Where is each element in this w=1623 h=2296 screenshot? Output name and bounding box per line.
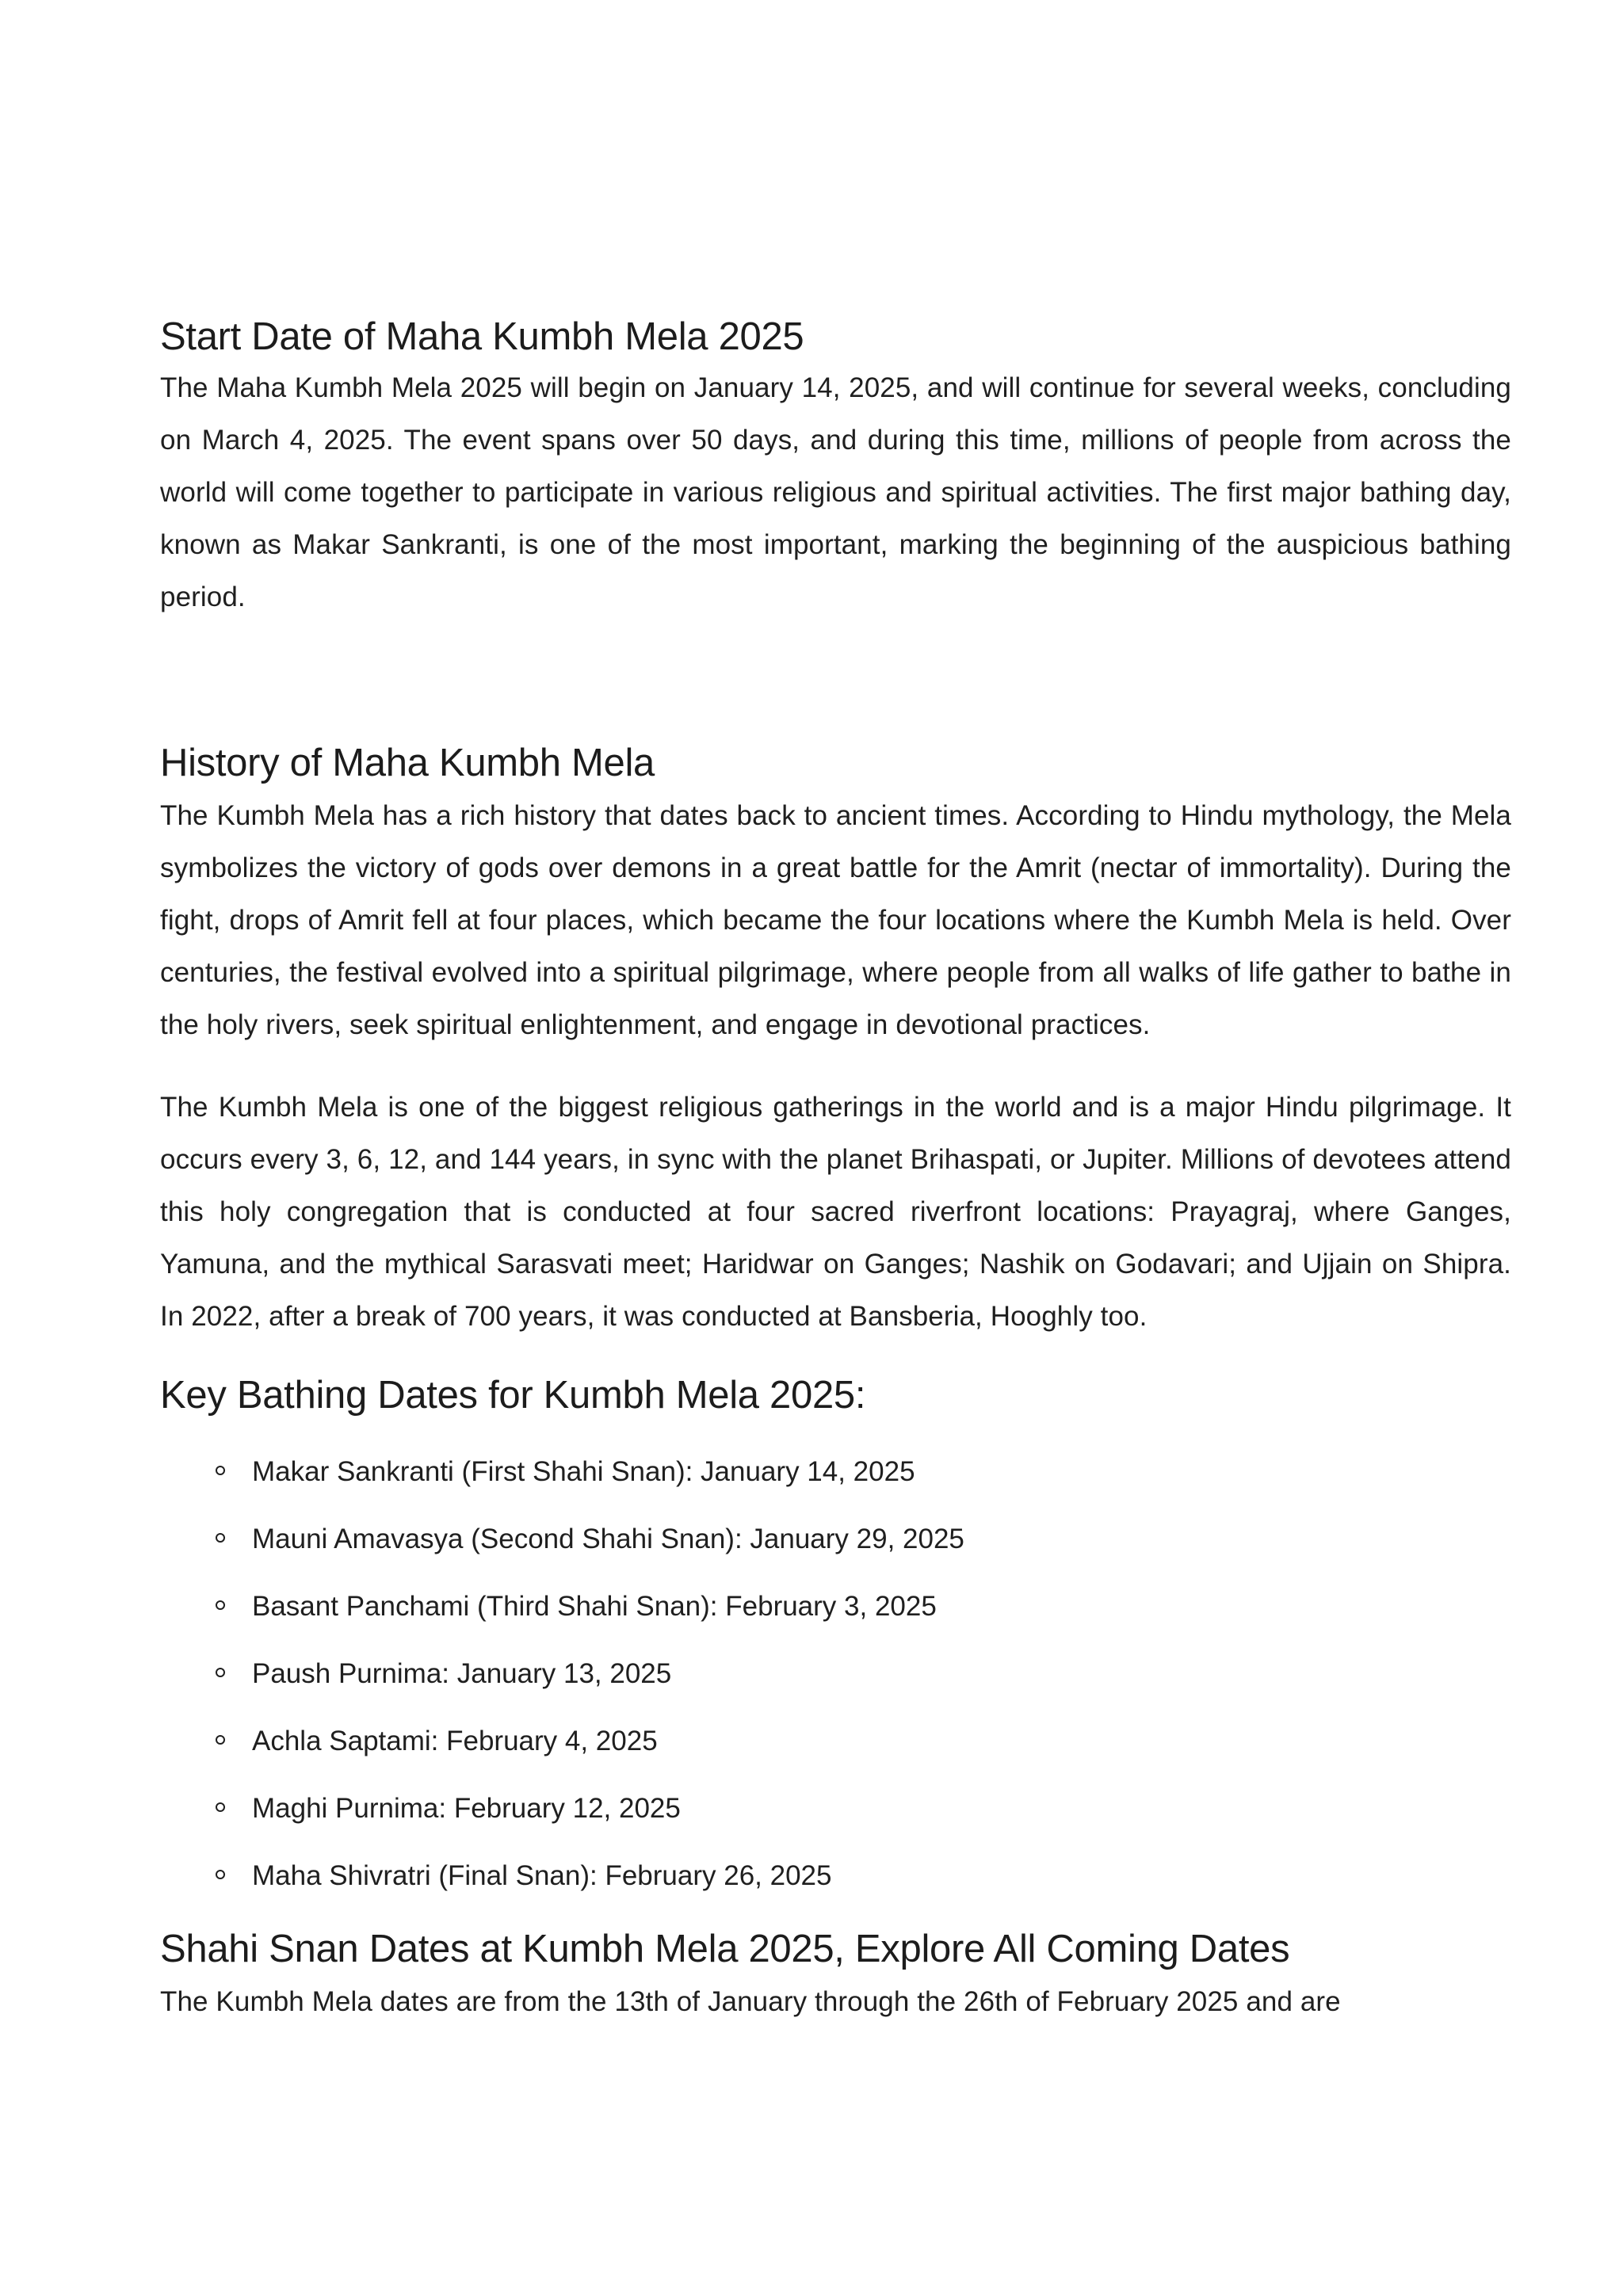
list-item [160,1656,1511,1692]
circle-bullet-icon [216,1802,225,1812]
paragraph-history-2: The Kumbh Mela is one of the biggest religious gatherings in the world and is a major Hindu pilgrimage. It occurs every 3, 6, 12, and 144 years, in sync with the planet Brihaspati, or Jupiter. Millions of devotees attend this holy congregation that is conducted at four sacred riverfront locations: Prayagraj, where Ganges, Yamuna, and the mythical Sarasvati meet; Haridwar on Ganges; Nashik on Godavari; and Ujjain on Shipra. In 2022, after a break of 700 years, it was conducted at Bansberia, Hooghly too. [160,1092,1511,1332]
section-shahi-snan-dates [160,1925,1511,2028]
list-item [160,1454,1511,1490]
paragraph-start-date: The Maha Kumbh Mela 2025 will begin on January 14, 2025, and will continue for several weeks, concluding on March 4, 2025. The event spans over 50 days, and during this time, millions of people from across the world will come together to participate in various religious and spiritual activities. The first major bathing day, known as Makar Sankranti, is one of the most important, marking the beginning of the auspicious bathing period. [160,372,1511,612]
paragraph-history-1: The Kumbh Mela has a rich history that dates back to ancient times. According to Hindu mythology, the Mela symbolizes the victory of gods over demons in a great battle for the Amrit (nectar of immortality). During the fight, drops of Amrit fell at four places, which became the four locations where the Kumbh Mela is held. Over centuries, the festival evolved into a spiritual pilgrimage, where people from all walks of life gather to bathe in the holy rivers, seek spiritual enlightenment, and engage in devotional practices. [160,800,1511,1040]
section-history [160,739,1511,1343]
heading-shahi-snan-dates: Shahi Snan Dates at Kumbh Mela 2025, Explore All Coming Dates [160,1928,1290,1970]
list-item [160,1858,1511,1894]
circle-bullet-icon [216,1533,225,1543]
list-item-text: Achla Saptami: February 4, 2025 [252,1726,658,1756]
list-item-text: Basant Panchami (Third Shahi Snan): February 3, 2025 [252,1591,937,1622]
circle-bullet-icon [216,1600,225,1610]
circle-bullet-icon [216,1466,225,1475]
paragraph-shahi-snan-dates: The Kumbh Mela dates are from the 13th of January through the 26th of February 2025 and are [160,1986,1341,2017]
list-item [160,1521,1511,1558]
list-item-text: Mauni Amavasya (Second Shahi Snan): January 29, 2025 [252,1524,964,1554]
document-page [160,313,1511,2028]
list-item-text: Makar Sankranti (First Shahi Snan): January 14, 2025 [252,1456,915,1487]
heading-history: History of Maha Kumbh Mela [160,742,655,784]
circle-bullet-icon [216,1870,225,1879]
heading-start-date: Start Date of Maha Kumbh Mela 2025 [160,315,804,358]
heading-key-bathing-dates: Key Bathing Dates for Kumbh Mela 2025: [160,1374,866,1417]
list-item [160,1723,1511,1760]
list-item [160,1589,1511,1625]
list-item [160,1791,1511,1827]
list-item-text: Maha Shivratri (Final Snan): February 26, 2025 [252,1860,832,1891]
circle-bullet-icon [216,1735,225,1745]
bathing-dates-list [160,1454,1511,1894]
section-key-bathing-dates [160,1371,1511,1894]
list-item-text: Paush Purnima: January 13, 2025 [252,1658,672,1689]
list-item-text: Maghi Purnima: February 12, 2025 [252,1793,681,1824]
circle-bullet-icon [216,1668,225,1677]
section-start-date [160,313,1511,624]
